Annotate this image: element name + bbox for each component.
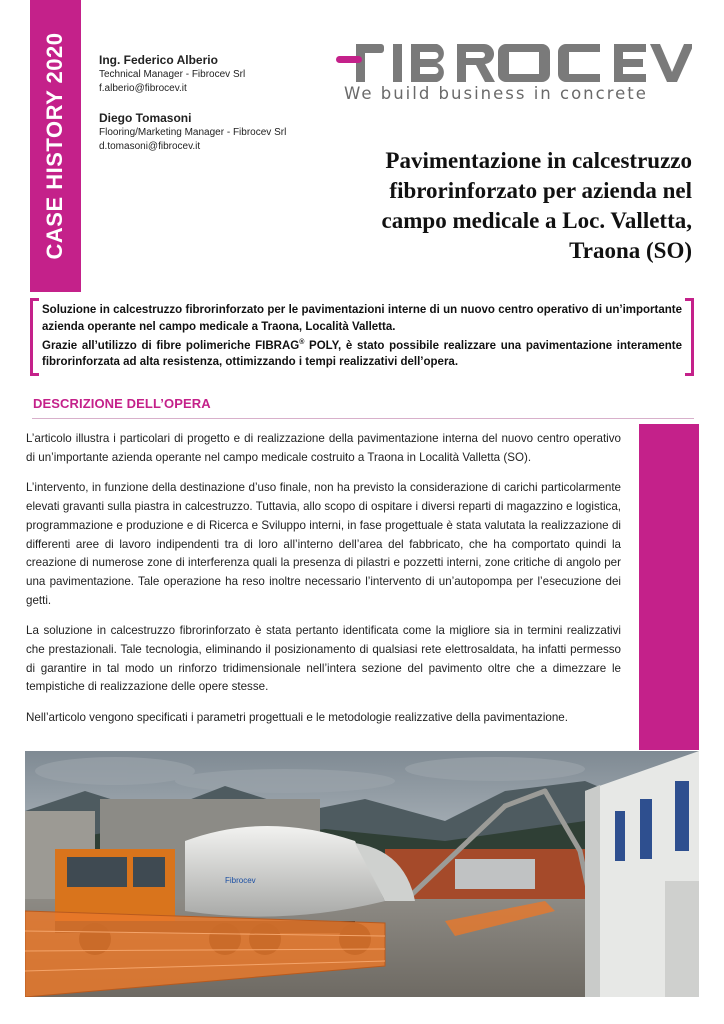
author-block-2 — [99, 110, 286, 154]
logo-tagline: We build business in concrete — [344, 84, 648, 103]
title-line: campo medicale a Loc. Valletta, — [381, 208, 692, 233]
right-accent-band — [639, 424, 699, 750]
fibrocev-logo — [336, 40, 692, 110]
construction-site-photo — [25, 751, 699, 997]
left-bracket — [30, 298, 39, 376]
body-paragraph: L’intervento, in funzione della destinazione d’uso finale, non ha previsto la considerazione di carichi particolarmente elevati gravanti sulla piastra in calcestruzzo. Tuttavia, allo scopo di ospitare i diversi reparti di magazzino e logistica, programmazione e produzione e di Ricerca e Sviluppo interni, in fase progettuale è stata valutata la realizzazione di differenti aree di lavoro indipendenti tra di loro all’interno dell’area del fabbricato, che ha comportato quindi la creazione di numerose zone di interferenza quali la presenza di pilastri e pozzetti interni, zone critiche di angolo per una pavimentazione. Tale operazione ha reso inoltre necessario l’intervento di un’autopompa per l’esecuzione dei getti. — [26, 481, 621, 607]
body-paragraph: L’articolo illustra i particolari di progetto e di realizzazione della pavimentazione interna del nuovo centro operativo di un’importante azienda operante nel campo medicale costruito a Traona in Località Valletta (SO). — [26, 432, 621, 464]
intro-sentence-2b: POLY, è stato possibile realizzare una pavimentazione interamente fibrorinforzata ad alta resistenza, ottimizzando i tempi realizzativi dell’opera. — [42, 339, 682, 369]
case-history-band — [30, 0, 81, 292]
body-paragraph: Nell’articolo vengono specificati i parametri progettuali e le metodologie realizzative della pavimentazione. — [26, 711, 568, 725]
title-line: Traona (SO) — [569, 238, 692, 263]
registered-mark: ® — [299, 339, 305, 346]
fibrocev-wordmark — [336, 40, 692, 84]
author-email[interactable]: f.alberio@fibrocev.it — [99, 83, 187, 94]
building-door — [665, 881, 699, 997]
intro-text — [42, 302, 682, 371]
title-line: fibrorinforzato per azienda nel — [389, 178, 692, 203]
author-role: Flooring/Marketing Manager - Fibrocev Srl — [99, 127, 287, 138]
building-window — [640, 799, 652, 859]
author-name: Diego Tomasoni — [99, 111, 192, 125]
author-role: Technical Manager - Fibrocev Srl — [99, 69, 246, 80]
intro-sentence-1: Soluzione in calcestruzzo fibrorinforzato per le pavimentazioni interne di un nuovo centro operativo di un’importante azienda operante nel campo medicale a Traona, Località Valletta. — [42, 304, 682, 333]
building-window — [675, 781, 689, 851]
right-bracket — [685, 298, 694, 376]
body-paragraph: La soluzione in calcestruzzo fibrorinforzato è stata pertanto identificata come la migliore sia in termini realizzativi che prestazionali. Tale tecnologia, eliminando il posizionamento di qualsiasi rete elettrosaldata, ha infatti permesso di garantire in tal modo un rinforzo tridimensionale nell’intera sezione del pavimento oltre che a dimezzare le tempistiche di realizzazione delle opere stesse. — [26, 624, 621, 694]
author-block-1 — [99, 52, 245, 96]
intro-box — [30, 298, 694, 378]
case-history-label: CASE HISTORY 2020 — [42, 32, 67, 260]
building-windows — [455, 859, 535, 889]
section-heading: DESCRIZIONE DELL’OPERA — [33, 396, 211, 411]
truck-logo-text: Fibrocev — [225, 876, 256, 885]
page-title — [312, 146, 692, 266]
title-line: Pavimentazione in calcestruzzo — [385, 148, 692, 173]
section-divider — [32, 418, 694, 419]
building-edge — [585, 785, 600, 997]
author-email[interactable]: d.tomasoni@fibrocev.it — [99, 141, 201, 152]
article-body — [26, 430, 621, 740]
intro-sentence-2a: Grazie all’utilizzo di fibre polimeriche FIBRAG — [42, 339, 300, 352]
author-name: Ing. Federico Alberio — [99, 53, 218, 67]
building-window — [615, 811, 625, 861]
